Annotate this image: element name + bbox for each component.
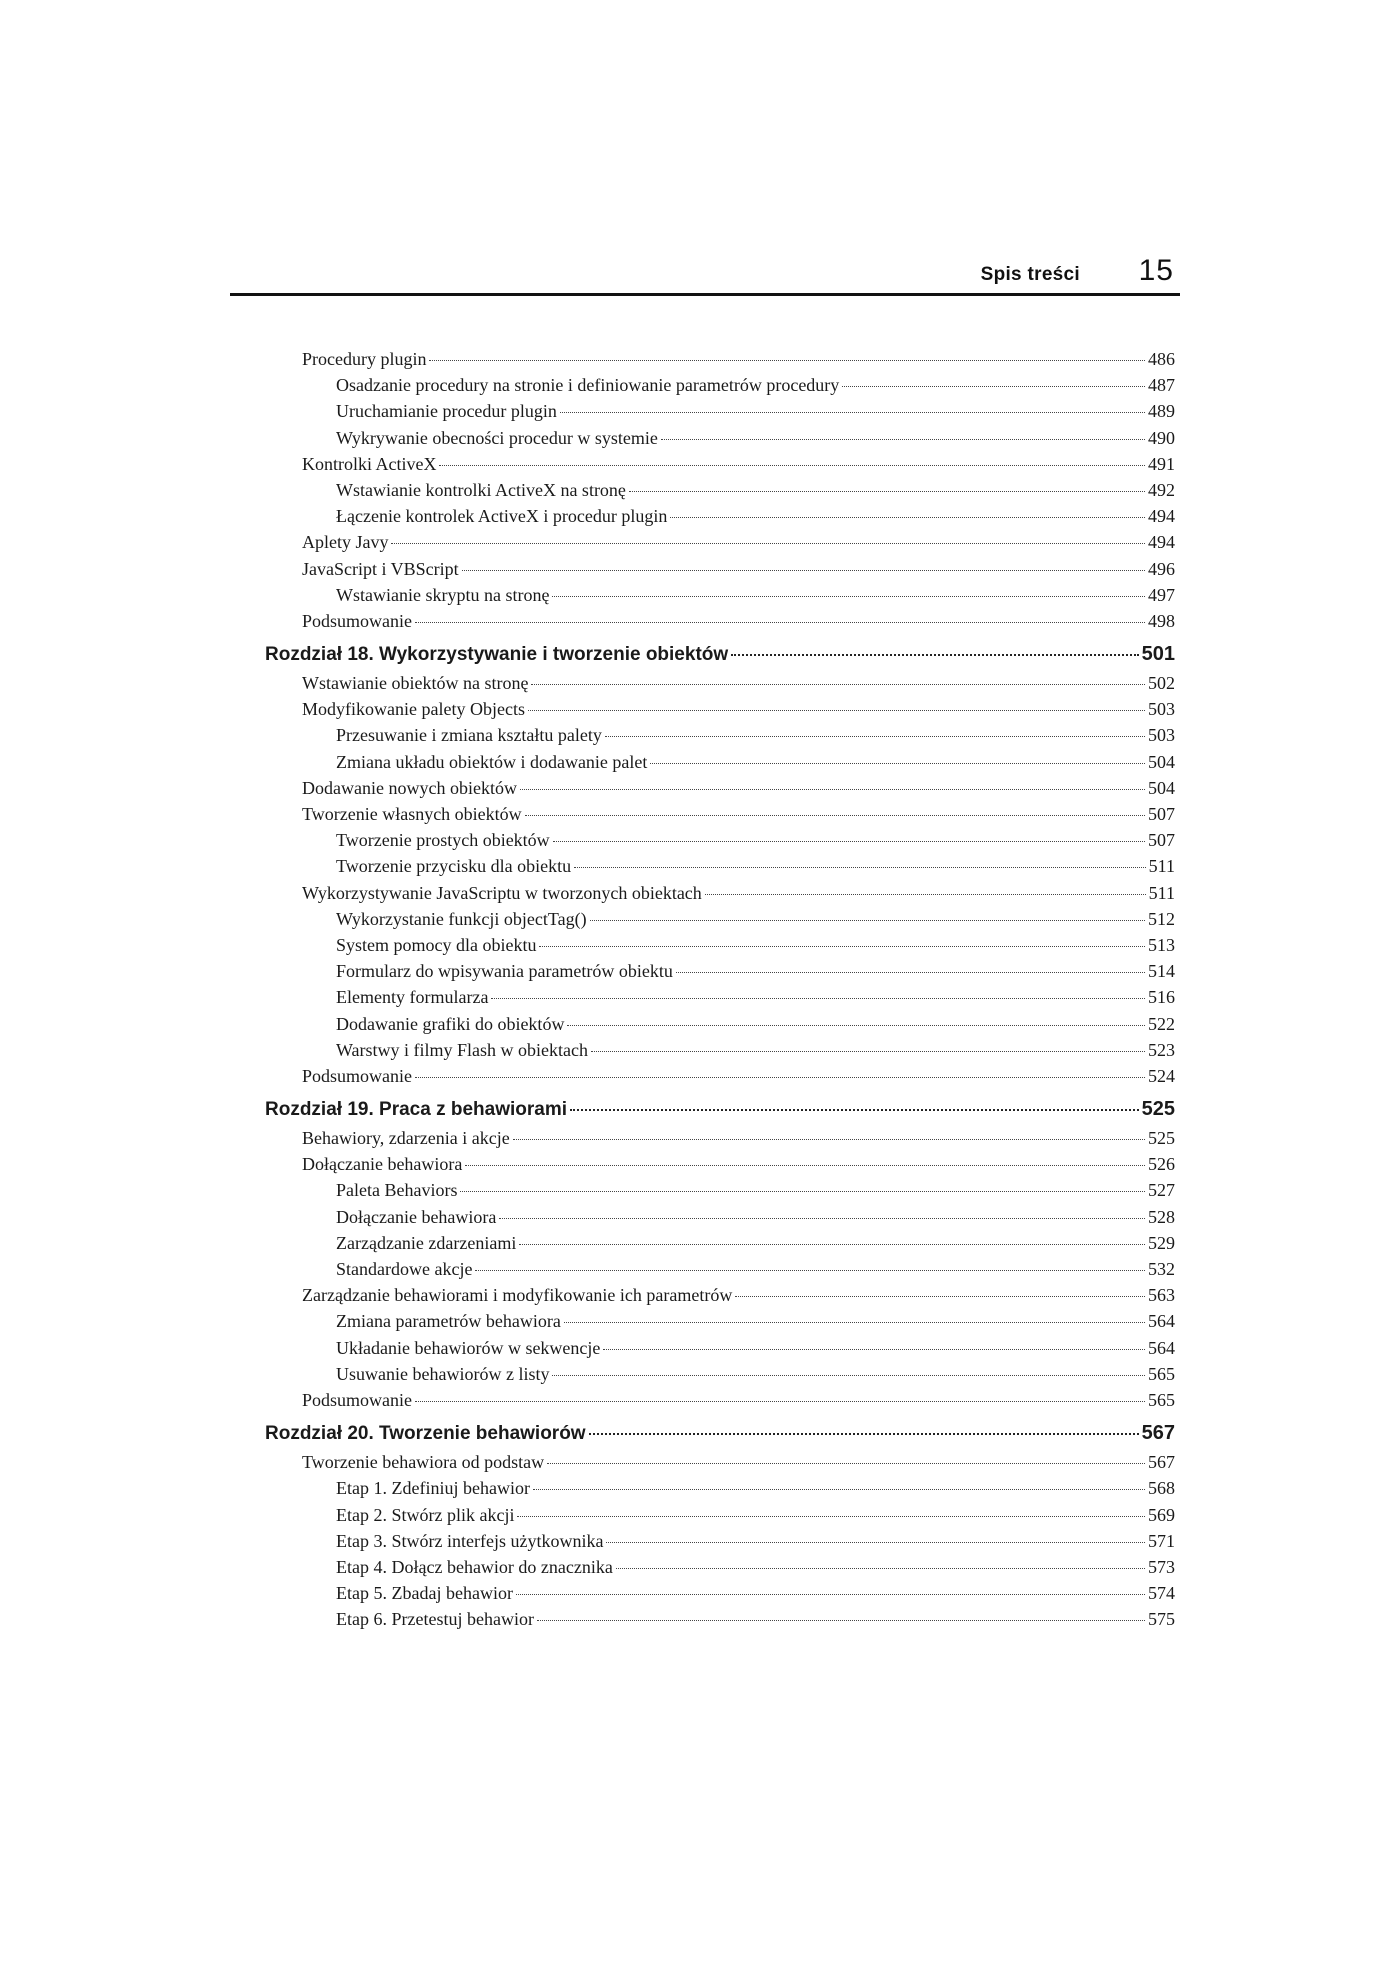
toc-entry-title: Behawiory, zdarzenia i akcje xyxy=(302,1128,510,1149)
toc-entry-title: Rozdział 20. Tworzenie behawiorów xyxy=(265,1423,586,1445)
dot-leader xyxy=(842,386,1145,387)
toc-entry xyxy=(265,1128,1175,1154)
dot-leader xyxy=(590,920,1145,921)
toc-entry-title: Paleta Behaviors xyxy=(336,1180,458,1201)
toc-entry-title: Przesuwanie i zmiana kształtu palety xyxy=(336,725,602,746)
dot-leader xyxy=(415,622,1145,623)
toc-entry-page: 528 xyxy=(1148,1206,1175,1227)
toc-entry-title: Układanie behawiorów w sekwencje xyxy=(336,1337,601,1358)
toc-entry xyxy=(265,480,1175,506)
dot-leader xyxy=(525,815,1145,816)
toc-entry-title: Podsumowanie xyxy=(302,610,412,631)
toc-entry-page: 498 xyxy=(1148,610,1175,631)
toc-entry xyxy=(265,883,1175,909)
header-rule xyxy=(230,293,1180,296)
toc-entry-page: 512 xyxy=(1148,908,1175,929)
toc-entry-title: Etap 4. Dołącz behawior do znacznika xyxy=(336,1556,613,1577)
toc-entry xyxy=(265,454,1175,480)
dot-leader xyxy=(531,684,1145,685)
toc-entry-page: 490 xyxy=(1148,427,1175,448)
toc-entry-page: 502 xyxy=(1148,673,1175,694)
toc-entry-title: Modyfikowanie palety Objects xyxy=(302,699,525,720)
toc-entry-page: 571 xyxy=(1148,1530,1175,1551)
toc-entry-page: 565 xyxy=(1148,1389,1175,1410)
toc-entry-title: JavaScript i VBScript xyxy=(302,558,459,579)
dot-leader xyxy=(606,1542,1145,1543)
toc-entry xyxy=(265,532,1175,558)
dot-leader xyxy=(552,1375,1145,1376)
toc-entry-page: 507 xyxy=(1148,804,1175,824)
toc-entry xyxy=(265,752,1175,778)
toc-entry-page: 564 xyxy=(1148,1311,1175,1332)
toc-entry-page: 522 xyxy=(1148,1013,1175,1034)
toc-entry xyxy=(265,935,1175,961)
toc-entry-title: Tworzenie behawiora od podstaw xyxy=(302,1452,545,1473)
toc-entry-title: Wykorzystywanie JavaScriptu w tworzonych obiektach xyxy=(302,882,702,903)
toc-entry xyxy=(265,1505,1175,1531)
toc-entry-page: 489 xyxy=(1148,401,1175,422)
dot-leader xyxy=(517,1516,1145,1517)
dot-leader xyxy=(537,1620,1145,1621)
toc-entry-page: 501 xyxy=(1141,643,1175,666)
dot-leader xyxy=(539,946,1145,947)
toc-entry-title: Uruchamianie procedur plugin xyxy=(336,401,557,422)
toc-entry-title: Rozdział 18. Wykorzystywanie i tworzenie obiektów xyxy=(265,644,729,666)
toc-entry xyxy=(265,1557,1175,1583)
toc-entry xyxy=(265,1531,1175,1557)
toc-entry-page: 529 xyxy=(1148,1232,1175,1253)
toc-entry xyxy=(265,856,1175,882)
dot-leader xyxy=(547,1463,1145,1464)
toc-entry-page: 523 xyxy=(1148,1039,1175,1060)
toc-chapter-entry xyxy=(265,1098,1175,1124)
dot-leader xyxy=(499,1218,1145,1219)
toc-entry xyxy=(265,1040,1175,1066)
toc-entry-page: 514 xyxy=(1148,961,1175,982)
toc-entry-title: Dodawanie grafiki do obiektów xyxy=(336,1013,565,1034)
toc-entry xyxy=(265,1014,1175,1040)
toc-entry-title: Aplety Javy xyxy=(302,532,389,553)
toc-entry-title: Procedury plugin xyxy=(302,349,427,369)
dot-leader xyxy=(570,1109,1139,1111)
toc-entry xyxy=(265,375,1175,401)
toc-entry-title: Zmiana parametrów behawiora xyxy=(336,1311,561,1332)
toc-entry xyxy=(265,1478,1175,1504)
toc-entry-title: Etap 2. Stwórz plik akcji xyxy=(336,1504,515,1525)
dot-leader xyxy=(560,412,1145,413)
dot-leader xyxy=(553,841,1145,842)
toc-entry-page: 524 xyxy=(1148,1065,1175,1086)
toc-entry-title: Dodawanie nowych obiektów xyxy=(302,777,517,798)
page-number: 15 xyxy=(1138,254,1174,287)
toc-entry-title: Formularz do wpisywania parametrów obiektu xyxy=(336,961,673,982)
toc-entry xyxy=(265,428,1175,454)
toc-entry xyxy=(265,1285,1175,1311)
dot-leader xyxy=(676,972,1145,973)
toc-entry-title: Podsumowanie xyxy=(302,1389,412,1410)
toc-entry-page: 565 xyxy=(1148,1363,1175,1384)
dot-leader xyxy=(513,1139,1145,1140)
toc-entry-page: 494 xyxy=(1148,506,1175,527)
toc-entry-title: Osadzanie procedury na stronie i definiowanie parametrów procedury xyxy=(336,375,840,396)
dot-leader xyxy=(552,596,1145,597)
toc-entry-title: Usuwanie behawiorów z listy xyxy=(336,1363,550,1384)
toc-entry xyxy=(265,1207,1175,1233)
toc-chapter-entry xyxy=(265,643,1175,669)
toc-entry xyxy=(265,559,1175,585)
toc-entry xyxy=(265,1259,1175,1285)
toc-entry-page: 575 xyxy=(1148,1609,1175,1630)
toc-entry xyxy=(265,1154,1175,1180)
toc-entry xyxy=(265,725,1175,751)
dot-leader xyxy=(415,1077,1145,1078)
dot-leader xyxy=(460,1191,1145,1192)
dot-leader xyxy=(465,1165,1145,1166)
toc-entry xyxy=(265,804,1175,830)
toc-entry-title: Wstawianie kontrolki ActiveX na stronę xyxy=(336,479,626,500)
toc-entry-page: 504 xyxy=(1148,751,1175,772)
toc-entry-title: Rozdział 19. Praca z behawiorami xyxy=(265,1099,567,1121)
dot-leader xyxy=(528,710,1145,711)
toc-entry-page: 504 xyxy=(1148,777,1175,798)
toc-entry xyxy=(265,1233,1175,1259)
toc-entry-page: 496 xyxy=(1148,558,1175,579)
dot-leader xyxy=(591,1051,1145,1052)
dot-leader xyxy=(462,570,1145,571)
toc-entry xyxy=(265,830,1175,856)
toc-entry xyxy=(265,506,1175,532)
toc-entry xyxy=(265,961,1175,987)
toc-entry-page: 511 xyxy=(1148,882,1175,903)
toc-entry xyxy=(265,585,1175,611)
toc-entry-title: Etap 6. Przetestuj behawior xyxy=(336,1609,534,1630)
toc-entry-title: Wykorzystanie funkcji objectTag() xyxy=(336,908,587,929)
toc-entry xyxy=(265,349,1175,375)
toc-chapter-entry xyxy=(265,1422,1175,1448)
toc-entry-page: 569 xyxy=(1148,1504,1175,1525)
toc-entry-title: Łączenie kontrolek ActiveX i procedur plugin xyxy=(336,506,668,527)
toc-entry-title: Tworzenie prostych obiektów xyxy=(336,830,550,851)
toc-entry-page: 573 xyxy=(1148,1556,1175,1577)
toc-entry xyxy=(265,401,1175,427)
toc-entry-page: 526 xyxy=(1148,1154,1175,1175)
toc-entry-title: Dołączanie behawiora xyxy=(302,1154,463,1175)
table-of-contents xyxy=(265,349,1175,1635)
dot-leader xyxy=(533,1489,1145,1490)
toc-entry-title: Wstawianie obiektów na stronę xyxy=(302,673,529,694)
toc-entry-page: 568 xyxy=(1148,1478,1175,1499)
toc-entry-page: 567 xyxy=(1148,1452,1175,1473)
running-header xyxy=(230,254,1180,294)
toc-entry-page: 532 xyxy=(1148,1259,1175,1279)
toc-entry-title: Standardowe akcje xyxy=(336,1259,473,1279)
toc-entry-page: 491 xyxy=(1148,453,1175,474)
dot-leader xyxy=(415,1401,1145,1402)
dot-leader xyxy=(731,654,1138,656)
dot-leader xyxy=(564,1322,1145,1323)
toc-entry-page: 527 xyxy=(1148,1180,1175,1201)
toc-entry-page: 525 xyxy=(1141,1098,1175,1121)
toc-entry-title: Etap 5. Zbadaj behawior xyxy=(336,1583,513,1604)
toc-entry xyxy=(265,778,1175,804)
toc-entry-title: Wykrywanie obecności procedur w systemie xyxy=(336,427,658,448)
toc-entry-title: Kontrolki ActiveX xyxy=(302,453,437,474)
toc-entry-title: Tworzenie przycisku dla obiektu xyxy=(336,856,572,877)
dot-leader xyxy=(735,1296,1145,1297)
toc-entry-title: Etap 1. Zdefiniuj behawior xyxy=(336,1478,530,1499)
dot-leader xyxy=(391,543,1145,544)
toc-entry-page: 486 xyxy=(1148,349,1175,369)
toc-entry xyxy=(265,1311,1175,1337)
toc-entry-title: Dołączanie behawiora xyxy=(336,1206,497,1227)
toc-entry-page: 497 xyxy=(1148,584,1175,605)
toc-entry xyxy=(265,611,1175,637)
dot-leader xyxy=(603,1349,1145,1350)
toc-entry-page: 563 xyxy=(1148,1285,1175,1306)
toc-entry-page: 564 xyxy=(1148,1337,1175,1358)
toc-entry xyxy=(265,987,1175,1013)
toc-entry xyxy=(265,1609,1175,1635)
toc-entry-title: Zarządzanie zdarzeniami xyxy=(336,1232,517,1253)
toc-entry-page: 494 xyxy=(1148,532,1175,553)
toc-entry-title: Wstawianie skryptu na stronę xyxy=(336,584,550,605)
dot-leader xyxy=(670,517,1145,518)
dot-leader xyxy=(661,439,1145,440)
dot-leader xyxy=(605,736,1145,737)
toc-entry-title: Zmiana układu obiektów i dodawanie palet xyxy=(336,751,648,772)
toc-entry-page: 513 xyxy=(1148,934,1175,955)
dot-leader xyxy=(567,1025,1145,1026)
toc-entry xyxy=(265,699,1175,725)
dot-leader xyxy=(705,894,1146,895)
toc-entry-page: 567 xyxy=(1141,1422,1175,1445)
toc-entry-page: 503 xyxy=(1148,699,1175,720)
toc-entry xyxy=(265,1452,1175,1478)
toc-entry-page: 574 xyxy=(1148,1583,1175,1604)
toc-entry-title: Tworzenie własnych obiektów xyxy=(302,804,522,824)
header-title: Spis treści xyxy=(980,264,1080,285)
dot-leader xyxy=(520,789,1145,790)
toc-entry-page: 511 xyxy=(1148,856,1175,877)
dot-leader xyxy=(491,998,1145,999)
dot-leader xyxy=(616,1568,1145,1569)
dot-leader xyxy=(574,867,1145,868)
toc-entry xyxy=(265,1338,1175,1364)
toc-entry xyxy=(265,909,1175,935)
toc-entry xyxy=(265,1583,1175,1609)
toc-entry-title: Zarządzanie behawiorami i modyfikowanie ich parametrów xyxy=(302,1285,733,1306)
dot-leader xyxy=(429,360,1145,361)
toc-entry-title: Etap 3. Stwórz interfejs użytkownika xyxy=(336,1530,604,1551)
toc-entry-title: Warstwy i filmy Flash w obiektach xyxy=(336,1039,589,1060)
toc-entry xyxy=(265,673,1175,699)
toc-entry-page: 487 xyxy=(1148,375,1175,396)
toc-entry-page: 507 xyxy=(1148,830,1175,851)
dot-leader xyxy=(629,491,1145,492)
toc-entry-page: 525 xyxy=(1148,1128,1175,1149)
toc-entry-title: Elementy formularza xyxy=(336,987,489,1008)
toc-entry-page: 492 xyxy=(1148,479,1175,500)
toc-entry xyxy=(265,1390,1175,1416)
toc-entry-page: 503 xyxy=(1148,725,1175,746)
toc-entry-title: Podsumowanie xyxy=(302,1065,412,1086)
dot-leader xyxy=(589,1433,1139,1435)
dot-leader xyxy=(650,763,1145,764)
toc-entry-title: System pomocy dla obiektu xyxy=(336,934,537,955)
dot-leader xyxy=(519,1244,1145,1245)
dot-leader xyxy=(516,1594,1145,1595)
toc-entry xyxy=(265,1180,1175,1206)
toc-entry-page: 516 xyxy=(1148,987,1175,1008)
toc-entry xyxy=(265,1066,1175,1092)
dot-leader xyxy=(475,1270,1145,1271)
dot-leader xyxy=(439,465,1145,466)
toc-entry xyxy=(265,1364,1175,1390)
